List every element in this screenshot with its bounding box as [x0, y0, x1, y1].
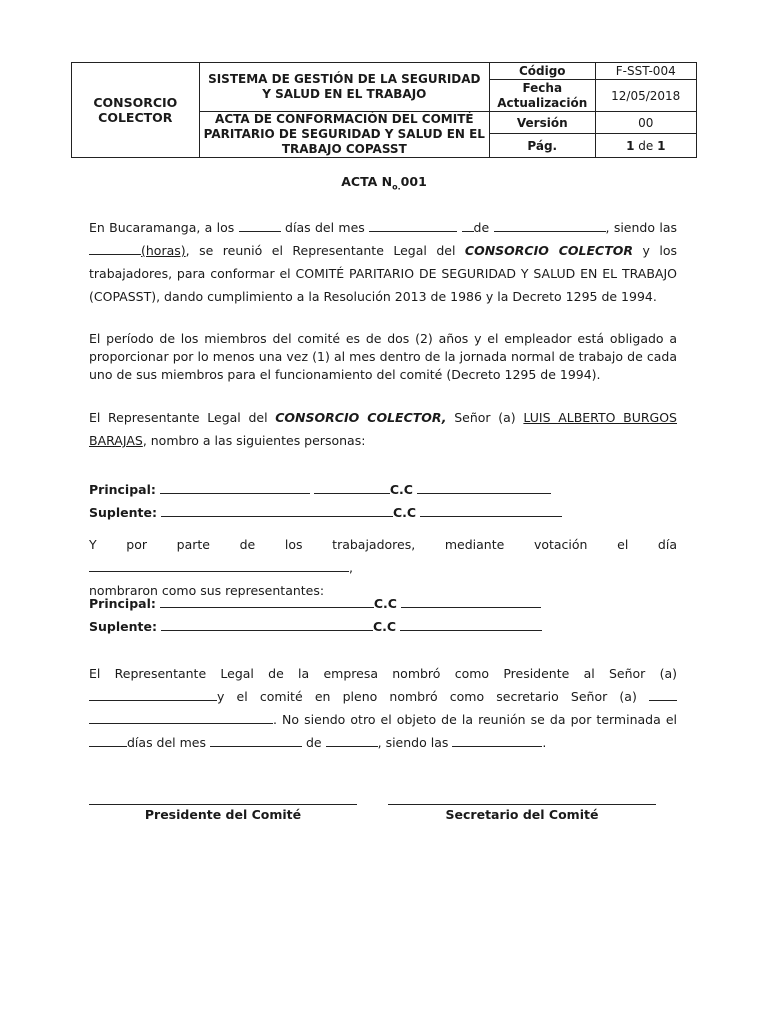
p3-a: El Representante Legal del: [89, 410, 268, 425]
blank-month-2[interactable]: [462, 219, 474, 232]
blank-president[interactable]: [89, 688, 217, 701]
version-value: 00: [595, 112, 697, 134]
p4-c: nombraron como sus representantes:: [89, 583, 325, 598]
pag-current: 1: [626, 138, 635, 153]
p1-a: En Bucaramanga, a los: [89, 220, 235, 235]
acta-sub: o.: [392, 182, 401, 192]
company-name: CONSORCIO COLECTOR: [93, 95, 178, 125]
acta-num: 001: [400, 174, 427, 189]
p5-c: . No siendo otro el objeto de la reunión se da por terminada el: [273, 712, 677, 727]
pag-label: Pág.: [490, 134, 596, 158]
worker-principal-name[interactable]: [160, 595, 374, 608]
p3-c: , nombro a las siguientes personas:: [142, 433, 366, 448]
p5-h: .: [542, 735, 547, 750]
paragraph-representative: [89, 406, 677, 452]
doc-title-cell: [199, 112, 489, 158]
p4-b: ,: [349, 560, 353, 575]
employer-principal-label: Principal:: [89, 482, 156, 497]
blank-end-year[interactable]: [326, 734, 378, 747]
worker-reps: [89, 592, 677, 638]
employer-suplente-cc-label: C.C: [392, 505, 417, 520]
blank-month[interactable]: [369, 219, 457, 232]
president-signature-line[interactable]: [89, 804, 357, 805]
worker-suplente-name[interactable]: [161, 618, 373, 631]
secretary-signature-line[interactable]: [388, 804, 656, 805]
paragraph-period: El período de los miembros del comité es de dos (2) años y el empleador está obligado a proporcionar por lo menos una vez (1) al mes dentro de la jornada normal de trabajo de cada uno de sus miembros para el funcionamiento del comité (Decreto 1295 de 1994).: [89, 331, 677, 382]
employer-principal-name-2[interactable]: [314, 481, 390, 494]
president-signature-label: Presidente del Comité: [144, 807, 302, 822]
employer-principal-row: [89, 478, 677, 501]
p4-a: Y por parte de los trabajadores, mediante votación el día: [89, 537, 677, 552]
blank-day[interactable]: [239, 219, 281, 232]
version-label: Versión: [490, 112, 596, 134]
worker-suplente-label: Suplente:: [89, 619, 157, 634]
worker-principal-label: Principal:: [89, 596, 156, 611]
p5-e: de: [305, 735, 322, 750]
blank-end-time[interactable]: [452, 734, 542, 747]
employer-reps: [89, 478, 677, 524]
p5-g: siendo las: [385, 735, 449, 750]
p3-company: CONSORCIO COLECTOR,: [275, 410, 447, 425]
worker-principal-cc[interactable]: [401, 595, 541, 608]
worker-principal-row: [89, 592, 677, 615]
employer-principal-cc-label: C.C: [389, 482, 413, 497]
acta-label: ACTA N: [341, 174, 393, 189]
doc-title: ACTA DE CONFORMACIÓN DEL COMITÉ PARITARIO DE SEGURIDAD Y SALUD EN EL TRABAJO COPASST: [203, 112, 485, 156]
system-title-cell: [199, 63, 489, 112]
p5-b: y el comité en pleno nombró como secretario Señor (a): [217, 689, 637, 704]
employer-principal-name[interactable]: [160, 481, 310, 494]
blank-year[interactable]: [494, 219, 606, 232]
codigo-label: Código: [490, 63, 596, 80]
fecha-label: Fecha Actualización: [490, 80, 596, 112]
blank-secretary-2[interactable]: [89, 711, 273, 724]
company-cell: [72, 63, 200, 158]
representative-name: LUIS ALBERTO BURGOS BARAJAS: [89, 410, 677, 448]
secretary-signature-label: Secretario del Comité: [445, 807, 599, 822]
worker-principal-cc-label: C.C: [373, 596, 397, 611]
paragraph-intro: [89, 216, 677, 308]
p1-g: y los trabajadores, para conformar el COMITÉ PARITARIO DE SEGURIDAD Y SALUD EN EL TRABAJO (COPASST), dando cumplimiento a la Resolución 2013 de 1986 y la Decreto 1295 de 1994.: [89, 243, 677, 304]
acta-number: [0, 174, 768, 192]
employer-principal-cc[interactable]: [417, 481, 551, 494]
worker-suplente-cc-label: C.C: [372, 619, 397, 634]
p1-b: días del mes: [285, 220, 365, 235]
blank-time[interactable]: [89, 242, 141, 255]
p5-a: El Representante Legal de la empresa nombró como Presidente al Señor (a): [89, 666, 677, 681]
blank-end-month[interactable]: [210, 734, 302, 747]
employer-suplente-name[interactable]: [161, 504, 393, 517]
p1-c: de: [473, 220, 490, 235]
p1-d: , siendo las: [605, 220, 677, 235]
pag-value: [595, 134, 697, 158]
system-title: SISTEMA DE GESTIÓN DE LA SEGURIDAD Y SALUD EN EL TRABAJO: [208, 72, 481, 101]
p1-hours: (horas): [141, 243, 186, 258]
worker-suplente-row: [89, 615, 677, 638]
employer-suplente-cc[interactable]: [420, 504, 562, 517]
blank-vote-date[interactable]: [89, 559, 349, 572]
fecha-value: 12/05/2018: [595, 80, 697, 112]
employer-suplente-label: Suplente:: [89, 505, 157, 520]
blank-secretary-1[interactable]: [649, 688, 677, 701]
codigo-value: F-SST-004: [595, 63, 697, 80]
worker-suplente-cc[interactable]: [400, 618, 542, 631]
paragraph-closing: [89, 662, 677, 754]
blank-end-day[interactable]: [89, 734, 127, 747]
p5-d: días del mes: [127, 735, 207, 750]
pag-of: de: [638, 138, 654, 153]
p1-company: CONSORCIO COLECTOR: [464, 243, 633, 258]
header-table: [71, 62, 697, 158]
p1-f: , se reunió el Representante Legal del: [185, 243, 456, 258]
p5-f: ,: [377, 735, 382, 750]
p3-b: Señor (a): [454, 410, 516, 425]
employer-suplente-row: [89, 501, 677, 524]
pag-total: 1: [657, 138, 666, 153]
